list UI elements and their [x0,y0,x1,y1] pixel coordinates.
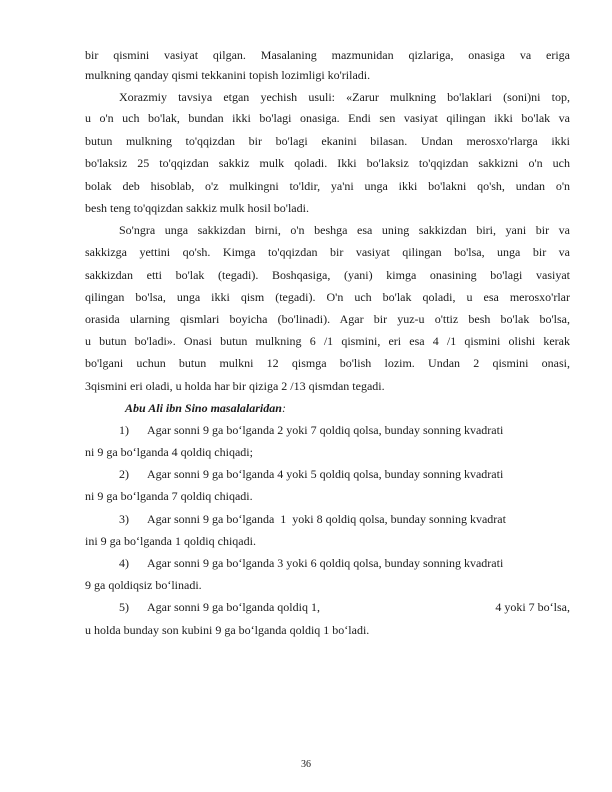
section-heading [125,401,286,415]
list-item-number: 2) [119,467,129,481]
text-line: 3qismini eri oladi, u holda har bir qiziga 2 /13 qismdan tegadi. [85,379,385,393]
text-line: So'ngra unga sakkizdan birni, o'n beshga esa uning sakkizdan biri, yani bir va [119,223,570,237]
list-item-text: Agar sonni 9 ga bo‘lganda 1 yoki 8 qoldiq qolsa, bunday sonning kvadrat [147,512,506,526]
list-item-text: ni 9 ga bo‘lganda 7 qoldiq chiqadi. [85,489,253,503]
list-item-number: 3) [119,512,129,526]
text-line: bolak deb hisoblab, o'z mulkingni to'ldir, ya'ni unga ikki bo'lakni qo'sh, undan o'n [85,179,570,193]
text-line: u butun bo'ladi». Onasi butun mulkning 6 /1 qismini, eri esa 4 /1 qismini olishi kerak [85,334,570,348]
list-item-number: 5) [119,600,129,614]
list-item-number: 4) [119,556,129,570]
text-line: Xorazmiy tavsiya etgan yechish usuli: «Zarur mulkning bo'laklari (soni)ni top, [119,90,570,104]
text-line: bir qismini vasiyat qilgan. Masalaning mazmunidan qizlariga, onasiga va eriga [85,48,570,62]
text-line: bo'laksiz 25 to'qqizdan sakkiz mulk qoladi. Ikki bo'laksiz to'qqizdan sakkizni o'n uch [85,156,570,170]
text-line: u o'n uch bo'lak, bundan ikki bo'lagi onasiga. Endi sen vasiyat qilingan ikki bo'lak va [85,111,570,125]
text-line: bo'lgani uchun butun mulkni 12 qismga bo'lish lozim. Undan 2 qismini onasi, [85,356,570,370]
text-line: orasida ularning qismlari boyicha (bo'linadi). Agar bir yuz-u o'ttiz besh bo'lak bo'lsa, [85,312,570,326]
list-item-text: u holda bunday son kubini 9 ga bo‘lganda qoldiq 1 bo‘ladi. [85,623,370,637]
list-item-text: Agar sonni 9 ga bo‘lganda 4 yoki 5 qoldiq qolsa, bunday sonning kvadrati [147,467,504,481]
section-heading-text: Abu Ali ibn Sino masalalaridan [125,401,282,415]
list-item-text: Agar sonni 9 ga bo‘lganda 3 yoki 6 qoldiq qolsa, bunday sonning kvadrati [147,556,504,570]
text-line: sakkizdan etti bo'lak (tegadi). Boshqasiga, (yani) kimga onasining bo'lagi vasiyat [85,268,570,282]
page-number: 36 [301,759,311,770]
list-item-text: Agar sonni 9 ga bo‘lganda 2 yoki 7 qoldiq qolsa, bunday sonning kvadrati [147,423,504,437]
text-line: mulkning qanday qismi tekkanini topish lozimligi ko'riladi. [85,68,371,82]
text-line: besh teng to'qqizdan sakkiz mulk hosil bo'ladi. [85,201,309,215]
list-item-text [147,600,570,614]
text-line: sakkizga yettini qo'sh. Kimga to'qqizdan bir vasiyat qilingan bo'lsa, unga bir va [85,245,570,259]
list-item-text-part: 4 yoki 7 bo‘lsa, [495,600,570,614]
list-item-text: 9 ga qoldiqsiz bo‘linadi. [85,578,202,592]
text-line: qilingan bo'lsa, unga ikki qism (tegadi). O'n uch bo'lak qoladi, u esa merosxo'rlar [85,290,570,304]
list-item-text-part: Agar sonni 9 ga bo‘lganda qoldiq 1, [147,600,320,614]
section-heading-colon: : [281,401,286,415]
list-item-text: ni 9 ga bo‘lganda 4 qoldiq chiqadi; [85,445,253,459]
list-item-text: ini 9 ga bo‘lganda 1 qoldiq chiqadi. [85,534,256,548]
list-item-number: 1) [119,423,129,437]
text-line: butun mulkning to'qqizdan bir bo'lagi ekanini bilasan. Undan merosxo'rlarga ikki [85,134,570,148]
